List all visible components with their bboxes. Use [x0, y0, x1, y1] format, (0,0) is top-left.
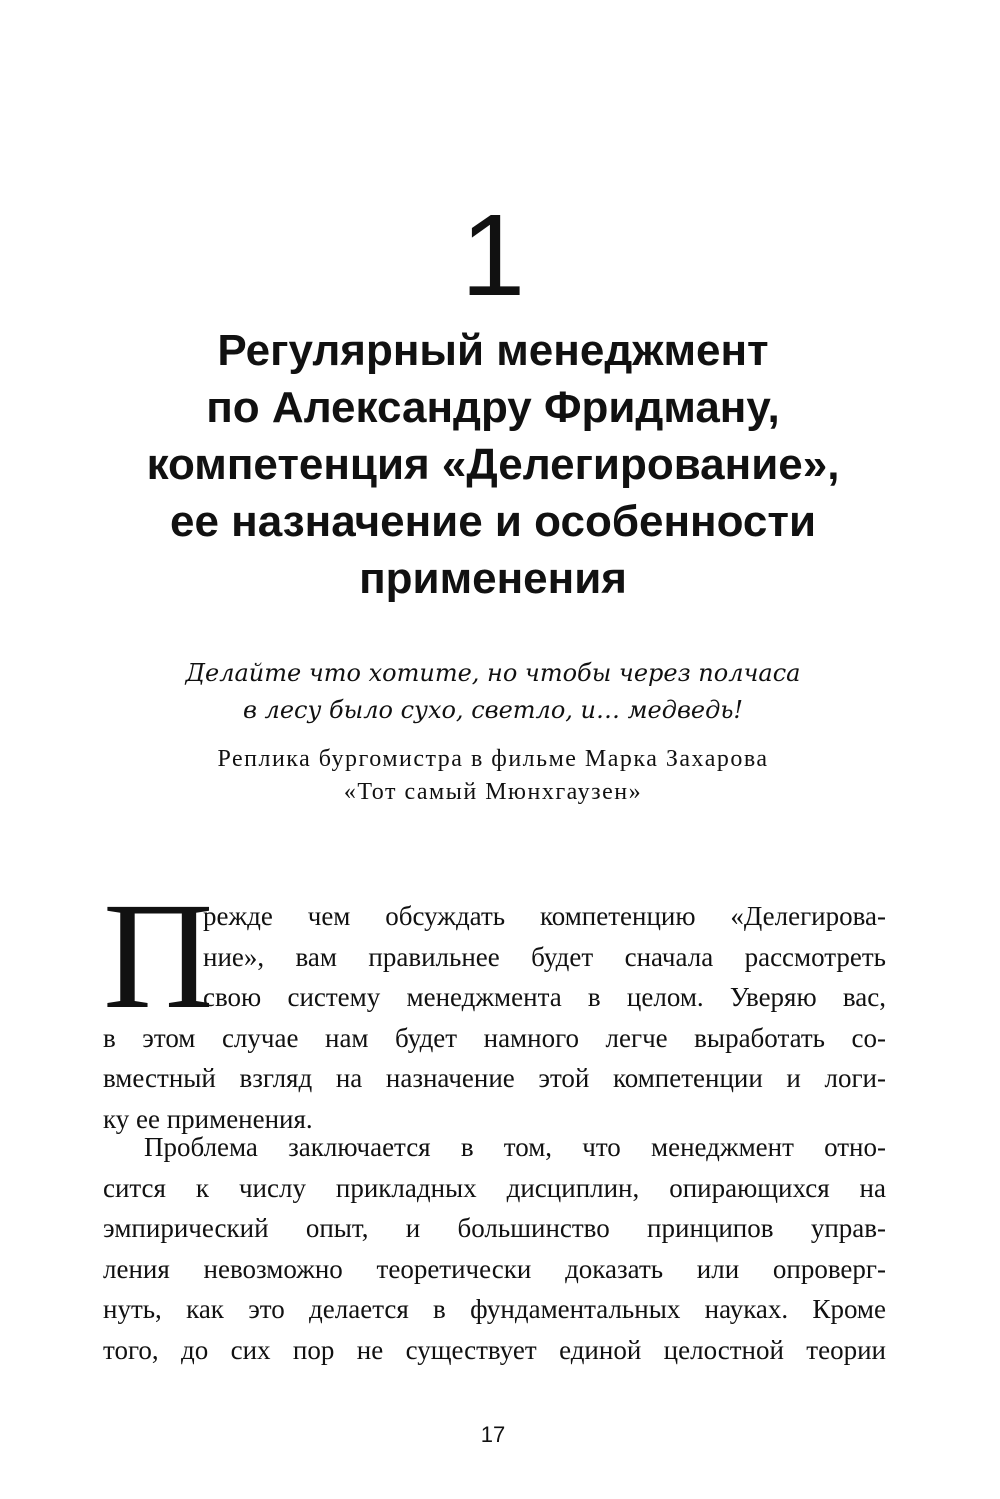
chapter-title-line: Регулярный менеджмент [217, 326, 769, 375]
chapter-number: 1 [460, 190, 526, 320]
epigraph-quote-line: в лесу было сухо, светло, и… медведь! [242, 696, 744, 724]
text-line: ления невозможно теоретически доказать или опроверг- [103, 1253, 886, 1284]
text-line: нуть, как это делается в фундаментальных науках. Кроме [103, 1294, 886, 1325]
epigraph-source [100, 743, 886, 809]
text-line: ку ее применения. [103, 1103, 313, 1134]
epigraph-source-line: «Тот самый Мюнхгаузен» [343, 779, 643, 805]
chapter-title-line: ее назначение и особенности [170, 497, 816, 546]
text-line: режде чем обсуждать компетенцию «Делегирова- [203, 901, 886, 931]
text-line: в этом случае нам будет намного легче выработать со- [103, 1022, 886, 1053]
body-paragraph-2 [103, 1127, 886, 1371]
chapter-title-line: по Александру Фридману, [206, 383, 780, 432]
epigraph-source-line: Реплика бургомистра в фильме Марка Захарова [217, 746, 769, 772]
drop-cap-wrapped-lines [203, 896, 886, 1018]
epigraph-quote [100, 655, 886, 729]
chapter-title [60, 322, 926, 607]
text-line: того, до сих пор не существует единой целостной теории [103, 1334, 886, 1365]
text-line: сится к числу прикладных дисциплин, опирающихся на [103, 1172, 886, 1203]
text-line: вместный взгляд на назначение этой компетенции и логи- [103, 1063, 886, 1094]
text-line: ние», вам правильнее будет сначала рассмотреть [203, 941, 886, 972]
text-line: свою систему менеджмента в целом. Уверяю вас, [203, 982, 886, 1013]
body-paragraph-1 [103, 872, 886, 1140]
epigraph-quote-line: Делайте что хотите, но чтобы через полчаса [185, 659, 801, 687]
chapter-title-line: применения [359, 554, 627, 603]
text-line: Проблема заключается в том, что менеджмент отно- [144, 1132, 886, 1162]
drop-cap: П [103, 872, 214, 1041]
chapter-title-line: компетенция «Делегирование», [146, 440, 840, 489]
text-line: эмпирический опыт, и большинство принципов управ- [103, 1213, 886, 1244]
page-number: 17 [480, 1422, 506, 1447]
